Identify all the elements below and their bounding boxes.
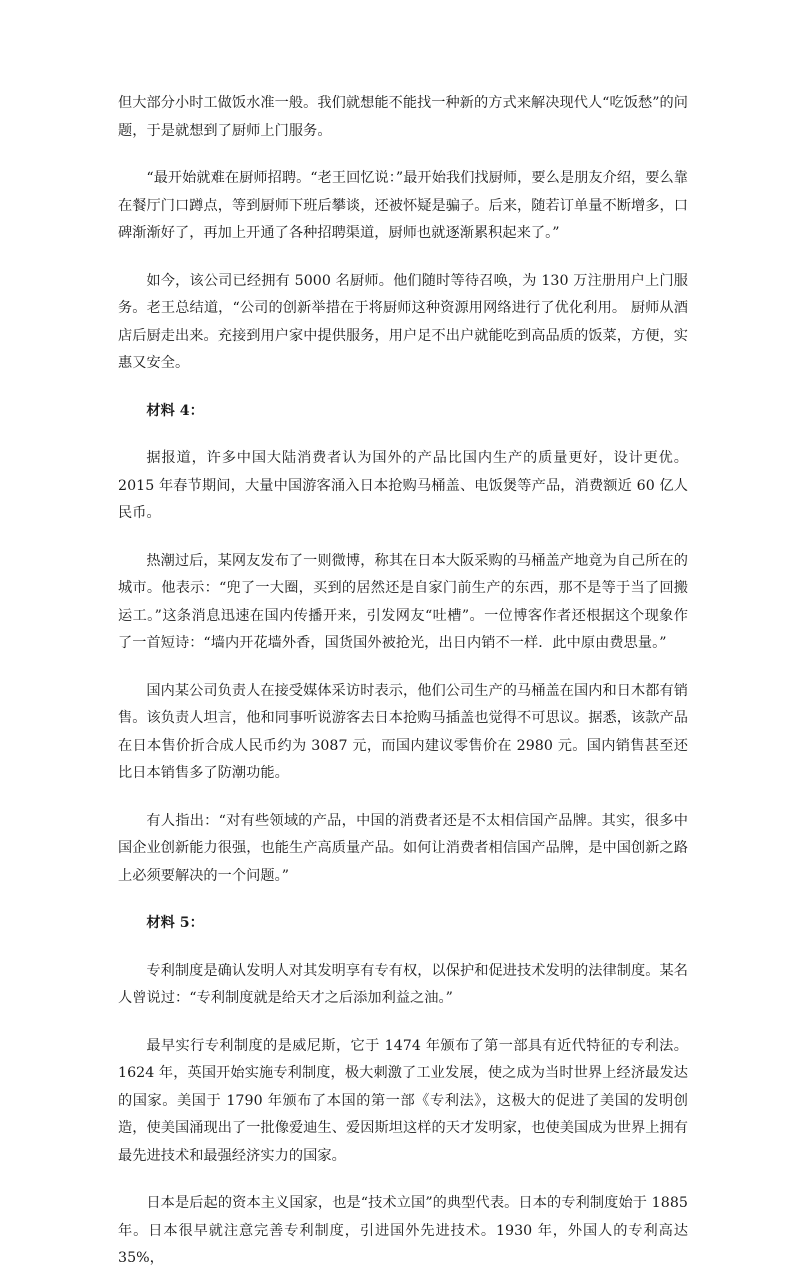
paragraph: 最早实行专利制度的是威尼斯，它于 1474 年颁布了第一部具有近代特征的专利法。1624 年，英国开始实施专利制度，极大刺激了工业发展，使之成为当时世界上经济最发达的国家。美国于 1790 年颁布了本国的第一部《专利法》，这极大的促进了美国的发明创造，使美国涌现出了一批像爱迪生、爱因斯坦这样的天才发明家，也使美国成为世界上拥有最先进技术和最强经济实力的国家。 bbox=[118, 1037, 688, 1164]
paragraph: 专利制度是确认发明人对其发明享有专有权，以保护和促进技术发明的法律制度。某名人曾说过：“专利制度就是给天才之后添加利益之油。” bbox=[118, 962, 688, 1006]
paragraph: 据报道，许多中国大陆消费者认为国外的产品比国内生产的质量更好，设计更优。2015 年春节期间，大量中国游客涌入日本抢购马桶盖、电饭煲等产品，消费额近 60 亿人民币。 bbox=[118, 450, 688, 521]
section-heading-material-5: 材料 5： bbox=[146, 915, 204, 931]
paragraph: “最开始就难在厨师招聘。“老王回忆说：”最开始我们找厨师，要么是朋友介绍，要么靠在餐厅门口蹲点，等到厨师下班后攀谈，还被怀疑是骗子。后来，随若订单量不断增多，口碑渐渐好了，再加上开通了各种招聘渠道，厨师也就逐渐累积起来了。” bbox=[118, 170, 688, 241]
paragraph: 国内某公司负责人在接受媒体采访时表示，他们公司生产的马桶盖在国内和日木都有销售。该负责人坦言，他和同事听说游客去日本抢购马插盖也觉得不可思议。据悉，该款产品在日本售价折合成人民币约为 3087 元，而国内建议零售价在 2980 元。国内销售甚至还比日本销售多了防潮功能。 bbox=[118, 682, 688, 781]
paragraph: 有人指出：“对有些领域的产品，中国的消费者还是不太相信国产品牌。其实，很多中国企业创新能力很强，也能生产高质量产品。如何让消费者相信国产品牌，是中国创新之路上必须要解决的一个问题。” bbox=[118, 812, 688, 884]
paragraph: 但大部分小时工做饭水准一般。我们就想能不能找一种新的方式来解决现代人“吃饭愁”的问题，于是就想到了厨师上门服务。 bbox=[118, 95, 688, 139]
paragraph: 如今，该公司已经拥有 5000 名厨师。他们随时等待召唤，为 130 万注册用户上门服务。老王总结道，“公司的创新举措在于将厨师这种资源用网络进行了优化利用。 厨师从酒店后厨走出来。充接到用户家中提供服务，用户足不出户就能吃到高品质的饭菜，方便，实惠又安全。 bbox=[118, 272, 688, 371]
paragraph: 热潮过后，某网友发布了一则微博，称其在日本大阪采购的马桶盖产地竟为自己所在的城市。他表示：“兜了一大圈，买到的居然还是自家门前生产的东西，那不是等于当了回搬运工。”这条消息迅速在国内传播开来，引发网友“吐槽”。一位博客作者还根据这个现象作了一首短诗：“墙内开花墙外香，国货国外被抢光，出日内销不一样．此中原由费思量。” bbox=[118, 552, 688, 651]
section-heading-material-4: 材料 4： bbox=[146, 402, 204, 419]
paragraph: 日本是后起的资本主义国家，也是“技术立国”的典型代表。日本的专利制度始于 1885 年。日本很早就注意完善专利制度，引进国外先进技术。1930 年，外国人的专利高达 35%， bbox=[118, 1195, 688, 1266]
